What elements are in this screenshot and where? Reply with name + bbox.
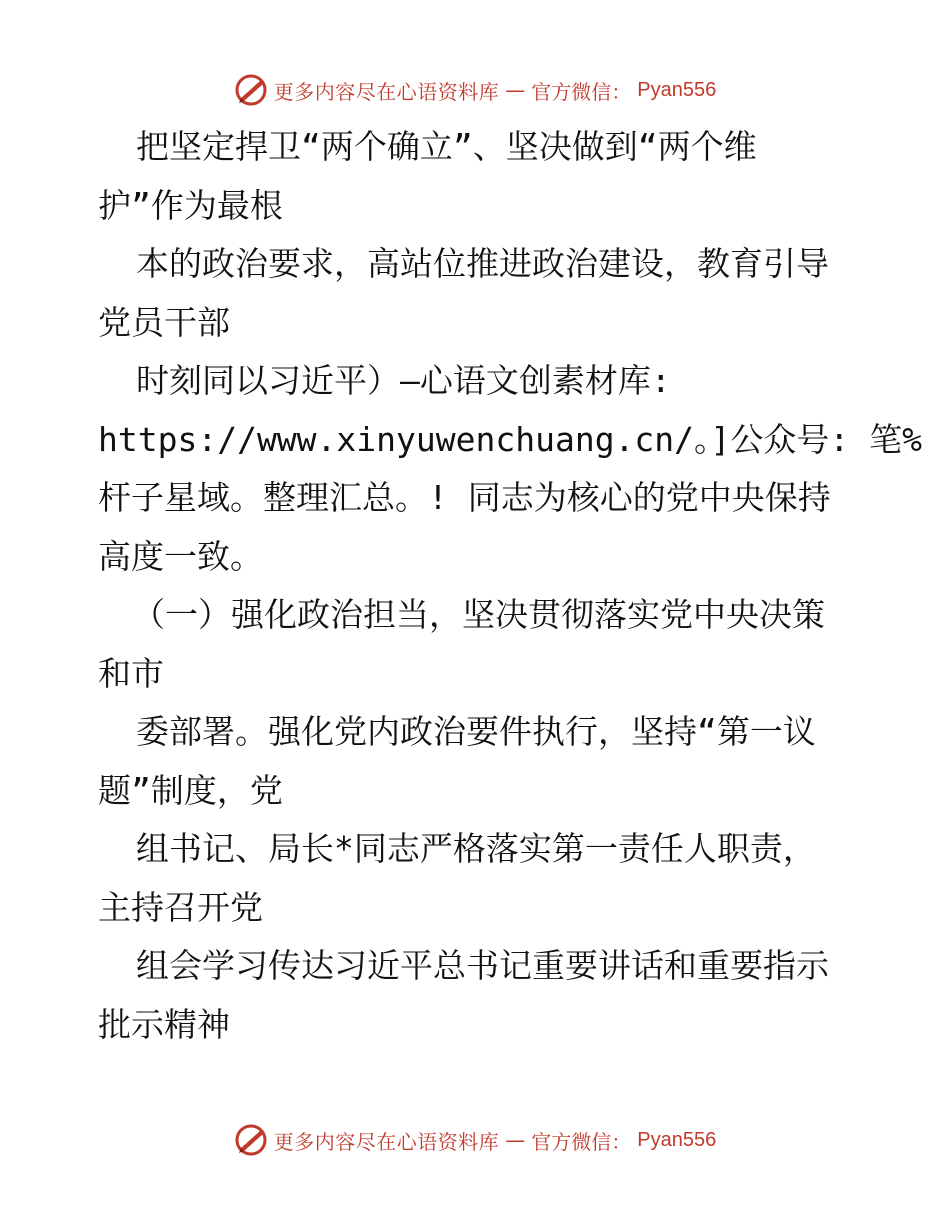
section-heading-line: （一）强化政治担当，坚决贯彻落实党中央决策 (132, 595, 825, 634)
body-line: 杆子星域。整理汇总。! 同志为核心的党中央保持 (98, 478, 831, 517)
footer-promo-text: 更多内容尽在心语资料库 (273, 1129, 500, 1154)
header-wechat-account: Pyan556 (637, 78, 717, 101)
footer-wechat-account: Pyan556 (637, 1128, 717, 1151)
body-line: 本的政治要求，高站位推进政治建设，教育引导 (136, 244, 829, 283)
header-promo-text: 更多内容尽在心语资料库 (273, 79, 500, 104)
body-line: 把坚定捍卫“两个确立”、坚决做到“两个维 (136, 127, 757, 166)
body-line: 主持召开党 (98, 887, 263, 927)
pen-logo-icon (234, 73, 268, 107)
pen-logo-icon (234, 1123, 268, 1157)
body-line-url: https://www.xinyuwenchuang.cn/。]公众号: 笔% (98, 419, 923, 459)
body-line: 党员干部 (98, 302, 230, 342)
body-line: 组书记、局长*同志严格落实第一责任人职责， (136, 829, 816, 868)
document-body (98, 118, 923, 1054)
footer-separator: — (505, 1128, 526, 1152)
body-line: 组会学习传达习近平总书记重要讲话和重要指示 (136, 946, 829, 985)
footer-banner (0, 1120, 950, 1160)
body-line: 高度一致。 (98, 536, 263, 576)
body-line: 时刻同以习近平）—心语文创素材库: (136, 361, 671, 400)
header-separator: — (505, 78, 526, 102)
body-line: 批示精神 (98, 1004, 230, 1044)
header-wechat-label: 官方微信： (531, 79, 632, 104)
body-line: 委部署。强化党内政治要件执行，坚持“第一议 (136, 712, 816, 751)
footer-wechat-label: 官方微信： (531, 1129, 632, 1154)
header-banner (0, 70, 950, 110)
body-line: 题”制度，党 (98, 770, 283, 810)
body-line: 和市 (98, 653, 164, 693)
body-line: 护”作为最根 (98, 185, 283, 225)
